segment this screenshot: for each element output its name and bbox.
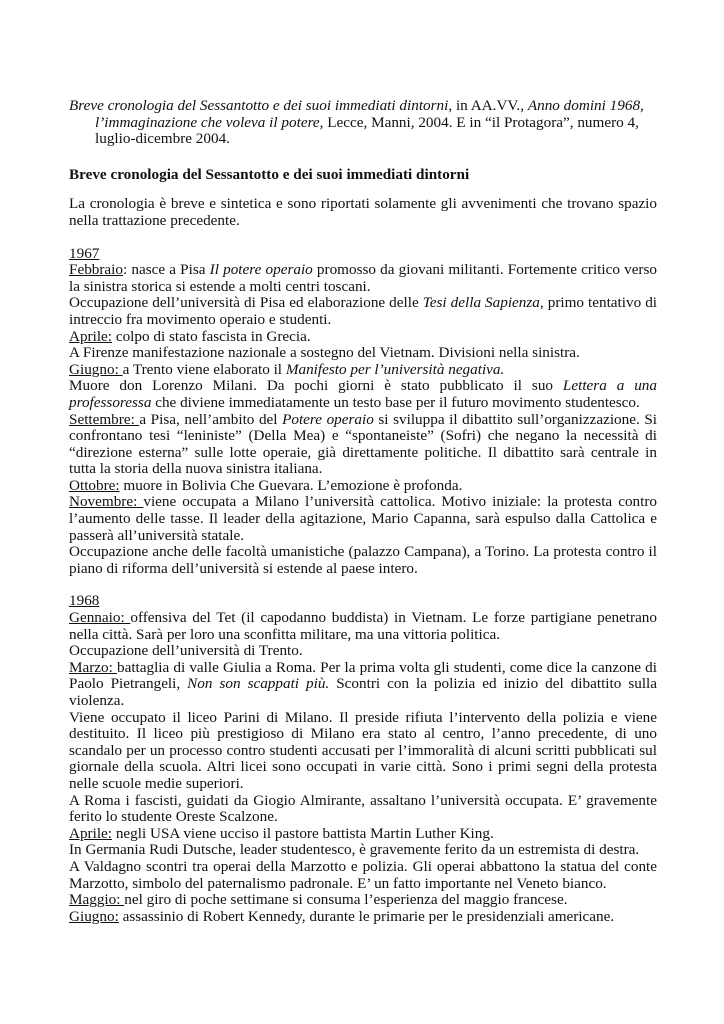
month-label: Marzo: <box>69 658 117 676</box>
bibliographic-reference <box>69 98 657 148</box>
entry-text: muore in Bolivia Che Guevara. L’emozione è profonda. <box>119 476 463 494</box>
entry-aprile-1968 <box>69 826 657 843</box>
document-heading: Breve cronologia del Sessantotto e dei suoi immediati dintorni <box>69 165 470 183</box>
entry-text: Occupazione dell’università di Pisa ed elaborazione delle <box>69 294 423 312</box>
entry-italic: Manifesto per l’università negativa. <box>285 360 505 378</box>
entry-text: a Trento viene elaborato il <box>122 360 286 378</box>
month-label: Aprile: <box>69 824 113 842</box>
entry-valdagno-1968: A Valdagno scontri tra operai della Marzotto e polizia. Gli operai abbattono la statua del conte Marzotto, simbolo del paternalismo padronale. E’ un fatto importante nel Veneto bianco. <box>69 857 657 892</box>
entry-text: battaglia di valle Giulia a Roma. Per la prima volta gli studenti, come dice la canzone di Paolo Pietrangeli, <box>69 658 657 693</box>
entry-italic: Lettera a una professoressa <box>69 377 657 411</box>
month-label: Maggio: <box>69 891 125 909</box>
section-1968 <box>69 593 657 925</box>
month-label: Ottobre: <box>69 476 120 494</box>
entry-text: che diviene immediatamente un testo base per il futuro movimento studentesco. <box>151 393 640 411</box>
entry-italic: Non son scappati più. <box>187 675 330 693</box>
entry-aprile-1967 <box>69 329 657 346</box>
entry-parini-1968: Viene occupato il liceo Parini di Milano. Il preside rifiuta l’intervento della polizia e viene destituito. Il liceo più prestigioso di Milano era stato al centro, l’anno precedente, di uno scandalo per un processo contro studenti accusati per l’immoralità di alcuni scritti pubblicati sul giornale della scuola. Altri licei sono occupati in varie città. Sono i primi segni della protesta nelle scuole medie superiori. <box>69 708 657 792</box>
entry-milani-1967 <box>69 378 657 411</box>
entry-roma-1968: A Roma i fascisti, guidati da Giogio Almirante, assaltano l’università occupata. E’ gravemente ferito lo studente Oreste Scalzone. <box>69 791 657 826</box>
entry-maggio-1968 <box>69 892 657 909</box>
entry-dutschke-1968: In Germania Rudi Dutsche, leader studentesco, è gravemente ferito da un estremista di destra. <box>69 841 640 859</box>
month-label: Febbraio <box>69 261 123 279</box>
entry-text: viene occupata a Milano l’università cattolica. Motivo iniziale: la protesta contro l’aumento delle tasse. Il leader della agitazione, Mario Capanna, sarà espulso dalla Cattolica e passerà all’università statale. <box>69 493 657 544</box>
reference-publication: , Lecce, Manni, 2004. E in “il Protagora”, numero 4, luglio-dicembre 2004. <box>95 113 639 148</box>
entry-text: nel giro di poche settimane si consuma l’esperienza del maggio francese. <box>124 891 568 909</box>
entry-italic: Potere operaio <box>282 410 374 428</box>
entry-text: si sviluppa il dibattito sull’organizzazione. Si confrontano tesi “leniniste” (Della Mea) e “spontaneiste” (Sofri) che negano la necessità di “direzione esterna” sulle lotte operaie, già direttamente politiche. Il dibattito sarà centrale in tutta la storia della nuova sinistra italiana. <box>69 410 658 478</box>
section-1967 <box>69 246 657 578</box>
entry-text: Muore don Lorenzo Milani. Da pochi giorni è stato pubblicato il suo <box>69 377 563 395</box>
entry-settembre-1967 <box>69 412 657 478</box>
entry-trento-1968: Occupazione dell’università di Trento. <box>69 642 303 660</box>
entry-text: promosso da giovani militanti. Fortemente critico verso la sinistra storica si estende a molti centri toscani. <box>69 261 657 295</box>
entry-giugno-1968 <box>69 909 657 926</box>
document-page <box>69 98 657 941</box>
year-heading-1967: 1967 <box>69 244 100 262</box>
entry-italic: Il potere operaio <box>209 261 313 279</box>
month-label: Aprile: <box>69 327 113 345</box>
entry-text: , primo tentativo di intreccio fra movimento operaio e studenti. <box>69 294 658 328</box>
entry-giugno-1967 <box>69 362 657 379</box>
month-label: Novembre: <box>69 493 144 511</box>
entry-text: offensiva del Tet (il capodanno buddista) in Vietnam. Le forze partigiane penetrano nella città. Sarà per loro una sconfitta militare, ma una vittoria politica. <box>69 609 657 643</box>
entry-text: : nasce a Pisa <box>123 261 210 279</box>
entry-ottobre-1967 <box>69 478 657 495</box>
entry-novembre-1967 <box>69 494 657 544</box>
month-label: Giugno: <box>69 360 123 378</box>
intro-paragraph: La cronologia è breve e sintetica e sono riportati solamente gli avvenimenti che trovano spazio nella trattazione precedente. <box>69 195 657 229</box>
entry-text: a Pisa, nell’ambito del <box>139 410 283 428</box>
entry-text: colpo di stato fascista in Grecia. <box>112 327 311 345</box>
year-heading-1968: 1968 <box>69 592 100 610</box>
entry-torino-1967: Occupazione anche delle facoltà umanistiche (palazzo Campana), a Torino. La protesta contro il piano di riforma dell’università si estende al paese intero. <box>69 543 657 577</box>
entry-firenze-1967: A Firenze manifestazione nazionale a sostegno del Vietnam. Divisioni nella sinistra. <box>69 344 580 362</box>
reference-book-title: Anno domini 1968, l’immaginazione che voleva il potere <box>95 97 644 131</box>
entry-febbraio-1967 <box>69 262 657 295</box>
entry-text: Scontri con la polizia ed inizio del dibattito sulla violenza. <box>69 675 658 709</box>
entry-italic: Tesi della Sapienza <box>422 294 540 312</box>
entry-text: negli USA viene ucciso il pastore battista Martin Luther King. <box>112 824 494 842</box>
month-label: Giugno: <box>69 907 119 925</box>
entry-pisa-1967 <box>69 295 657 328</box>
entry-gennaio-1968 <box>69 610 657 643</box>
reference-separator: , in AA.VV., <box>448 97 528 114</box>
reference-title: Breve cronologia del Sessantotto e dei suoi immediati dintorni <box>69 97 449 114</box>
month-label: Gennaio: <box>69 609 131 627</box>
month-label: Settembre: <box>69 410 140 428</box>
entry-marzo-1968 <box>69 660 657 710</box>
entry-text: assassinio di Robert Kennedy, durante le primarie per le presidenziali americane. <box>118 907 615 925</box>
